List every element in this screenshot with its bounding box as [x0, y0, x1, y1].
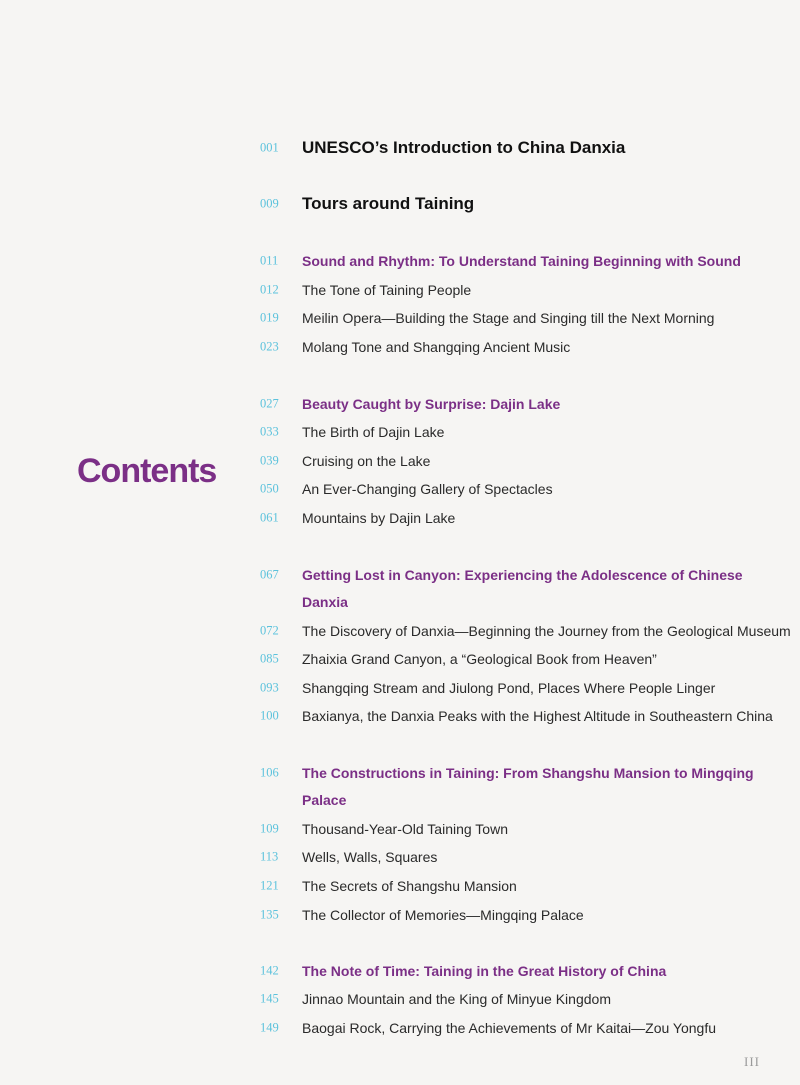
toc-item-title: Thousand-Year-Old Taining Town [302, 821, 508, 837]
toc-page-number: 023 [260, 339, 279, 354]
toc-section-title: Danxia [302, 594, 348, 610]
toc-entry [0, 985, 800, 1013]
toc-page-number: 142 [260, 963, 279, 978]
toc-page-number: 033 [260, 424, 279, 439]
toc-item-title: Wells, Walls, Squares [302, 849, 438, 865]
toc-item-title: The Discovery of Danxia—Beginning the Journey from the Geological Museum [302, 623, 791, 639]
toc-entry [0, 702, 800, 730]
toc-page-number: 072 [260, 623, 279, 638]
toc-item-title: Jinnao Mountain and the King of Minyue Kingdom [302, 991, 611, 1007]
page-title: Contents [77, 452, 217, 490]
toc-entry [0, 247, 800, 275]
toc-item-title: The Birth of Dajin Lake [302, 424, 445, 440]
toc-section-title: Beauty Caught by Surprise: Dajin Lake [302, 396, 561, 412]
toc-section-title: Palace [302, 792, 347, 808]
toc-page-number: 113 [260, 849, 279, 864]
toc-entry [0, 504, 800, 532]
toc-entry [0, 304, 800, 332]
toc-entry [0, 588, 800, 616]
toc-entry [0, 901, 800, 929]
toc-page-number: 106 [260, 765, 279, 780]
toc-item-title: The Collector of Memories—Mingqing Palace [302, 907, 584, 923]
toc-entry [0, 134, 800, 162]
toc-page-number: 050 [260, 481, 279, 496]
toc-item-title: The Tone of Taining People [302, 282, 472, 298]
toc-item-title: Meilin Opera—Building the Stage and Singing till the Next Morning [302, 310, 715, 326]
toc-section-title: Getting Lost in Canyon: Experiencing the Adolescence of Chinese [302, 567, 743, 583]
toc-entry [0, 333, 800, 361]
toc-entry [0, 786, 800, 814]
toc-item-title: Zhaixia Grand Canyon, a “Geological Book from Heaven” [302, 651, 657, 667]
toc-page-number: 149 [260, 1020, 279, 1035]
toc-item-title: Shangqing Stream and Jiulong Pond, Places Where People Linger [302, 680, 716, 696]
toc-entry [0, 617, 800, 645]
toc-entry [0, 1014, 800, 1042]
toc-entry [0, 674, 800, 702]
toc-entry [0, 418, 800, 446]
toc-entry [0, 759, 800, 787]
toc-page-number: 100 [260, 708, 279, 723]
toc-page-number: 039 [260, 453, 279, 468]
toc-section-title: The Note of Time: Taining in the Great History of China [302, 963, 667, 979]
toc-section-title: UNESCO’s Introduction to China Danxia [302, 138, 626, 157]
toc-page-number: 145 [260, 991, 279, 1006]
toc-entry [0, 390, 800, 418]
toc-entry [0, 872, 800, 900]
toc-entry [0, 815, 800, 843]
toc-item-title: An Ever-Changing Gallery of Spectacles [302, 481, 553, 497]
toc-entry [0, 447, 800, 475]
toc-item-title: Molang Tone and Shangqing Ancient Music [302, 339, 571, 355]
toc-section-title: The Constructions in Taining: From Shangshu Mansion to Mingqing [302, 765, 754, 781]
toc-page-number: 067 [260, 567, 279, 582]
toc-entry [0, 561, 800, 589]
toc-item-title: Cruising on the Lake [302, 453, 431, 469]
toc-page-number: 061 [260, 510, 279, 525]
toc-page-number: 093 [260, 680, 279, 695]
toc-entry [0, 645, 800, 673]
toc-section-title: Sound and Rhythm: To Understand Taining Beginning with Sound [302, 253, 741, 269]
toc-page-number: 135 [260, 907, 279, 922]
toc-page-number: 027 [260, 396, 279, 411]
page-number: III [744, 1054, 760, 1069]
toc-page-number: 001 [260, 140, 279, 155]
toc-page-number: 121 [260, 878, 279, 893]
toc-page-number: 085 [260, 651, 279, 666]
toc-item-title: Baogai Rock, Carrying the Achievements of Mr Kaitai—Zou Yongfu [302, 1020, 716, 1036]
toc-entry [0, 190, 800, 218]
toc-entry [0, 957, 800, 985]
toc-page-number: 109 [260, 821, 279, 836]
toc-entry [0, 475, 800, 503]
toc-section-title: Tours around Taining [302, 194, 475, 213]
toc-item-title: Mountains by Dajin Lake [302, 510, 456, 526]
toc-item-title: Baxianya, the Danxia Peaks with the Highest Altitude in Southeastern China [302, 708, 773, 724]
toc-page-number: 011 [260, 253, 279, 268]
toc-page-number: 009 [260, 196, 279, 211]
toc-page-number: 019 [260, 310, 279, 325]
toc-page-number: 012 [260, 282, 279, 297]
toc-item-title: The Secrets of Shangshu Mansion [302, 878, 517, 894]
toc-entry [0, 276, 800, 304]
toc-entry [0, 843, 800, 871]
